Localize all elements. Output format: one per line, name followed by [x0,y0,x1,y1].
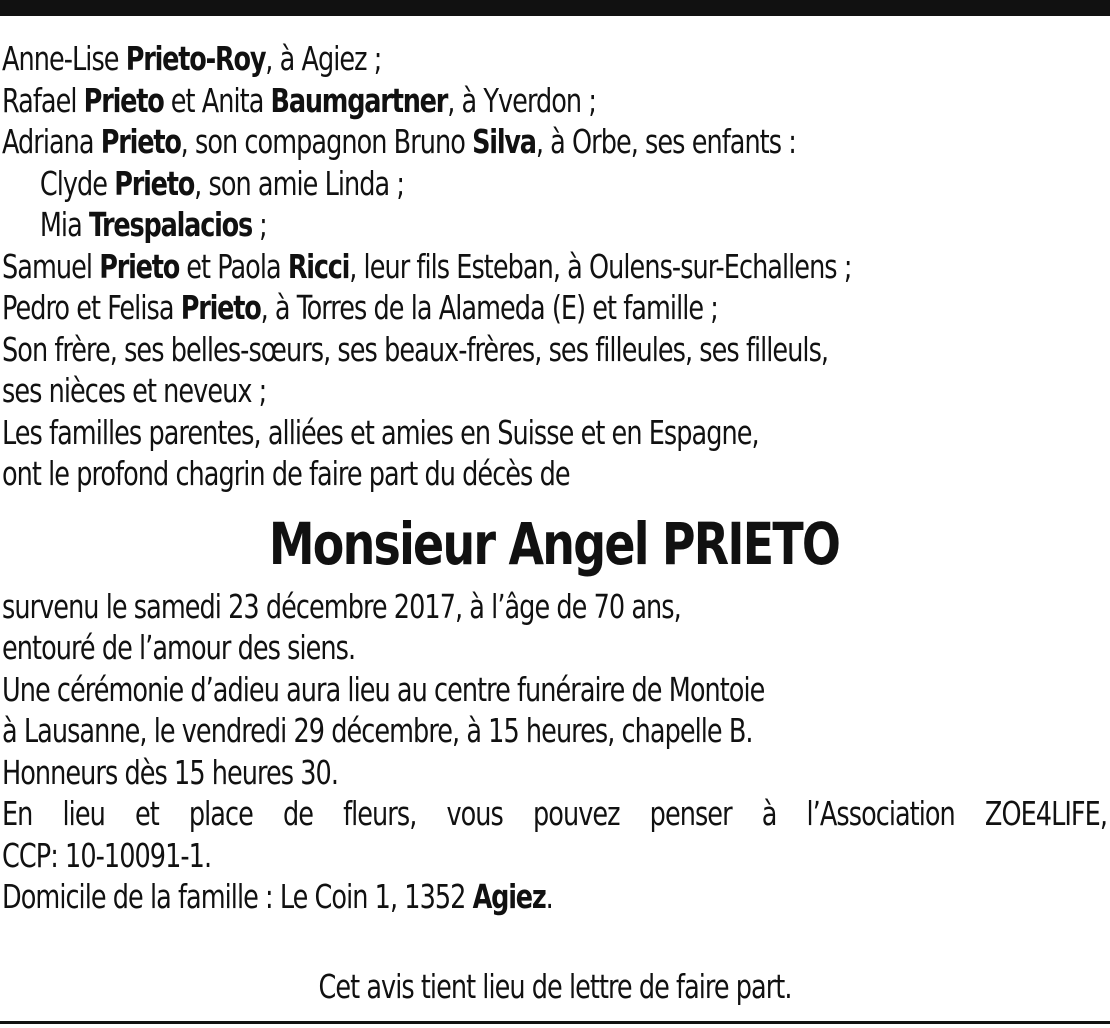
family-line: Pedro et Felisa Prieto, à Torres de la Alameda (E) et famille ; [2,288,718,327]
address-line: Domicile de la famille : Le Coin 1, 1352 Agiez. [2,877,553,916]
family-line: Mia Trespalacios ; [39,205,267,244]
obituary-notice [2,38,1106,918]
family-line: Anne-Lise Prieto-Roy, à Agiez ; [2,39,382,78]
family-line: ses nièces et neveux ; [2,371,267,410]
details-line: survenu le samedi 23 décembre 2017, à l’âge de 70 ans, [2,586,681,626]
donation-line: En lieu et place de fleurs, vous pouvez penser à l’Association ZOE4LIFE, [2,794,1108,833]
details-line: entouré de l’amour des siens. [2,628,356,667]
family-line: Samuel Prieto et Paola Ricci, leur fils Esteban, à Oulens-sur-Echallens ; [2,246,852,286]
top-rule [0,0,1110,16]
family-line: Adriana Prieto, son compagnon Bruno Silva, à Orbe, ses enfants : [2,122,796,161]
honours-line: Honneurs dès 15 heures 30. [2,752,338,792]
closing-note: Cet avis tient lieu de lettre de faire part. [318,967,792,1006]
family-line: Rafael Prieto et Anita Baumgartner, à Yverdon ; [2,80,597,120]
deceased-name: Monsieur Angel PRIETO [268,509,840,578]
ceremony-line: Une cérémonie d’adieu aura lieu au centre funéraire de Montoie [2,669,765,709]
bottom-rule [0,1021,1110,1024]
family-line: Clyde Prieto, son amie Linda ; [39,163,405,203]
ccp-line: CCP: 10-10091-1. [2,835,212,875]
family-line: Les familles parentes, alliées et amies en Suisse et en Espagne, [2,412,759,452]
ceremony-line: à Lausanne, le vendredi 29 décembre, à 15 heures, chapelle B. [2,711,753,750]
family-line: Son frère, ses belles-sœurs, ses beaux-frères, ses filleules, ses filleuls, [2,329,829,369]
announcement-line: ont le profond chagrin de faire part du décès de [2,454,570,493]
